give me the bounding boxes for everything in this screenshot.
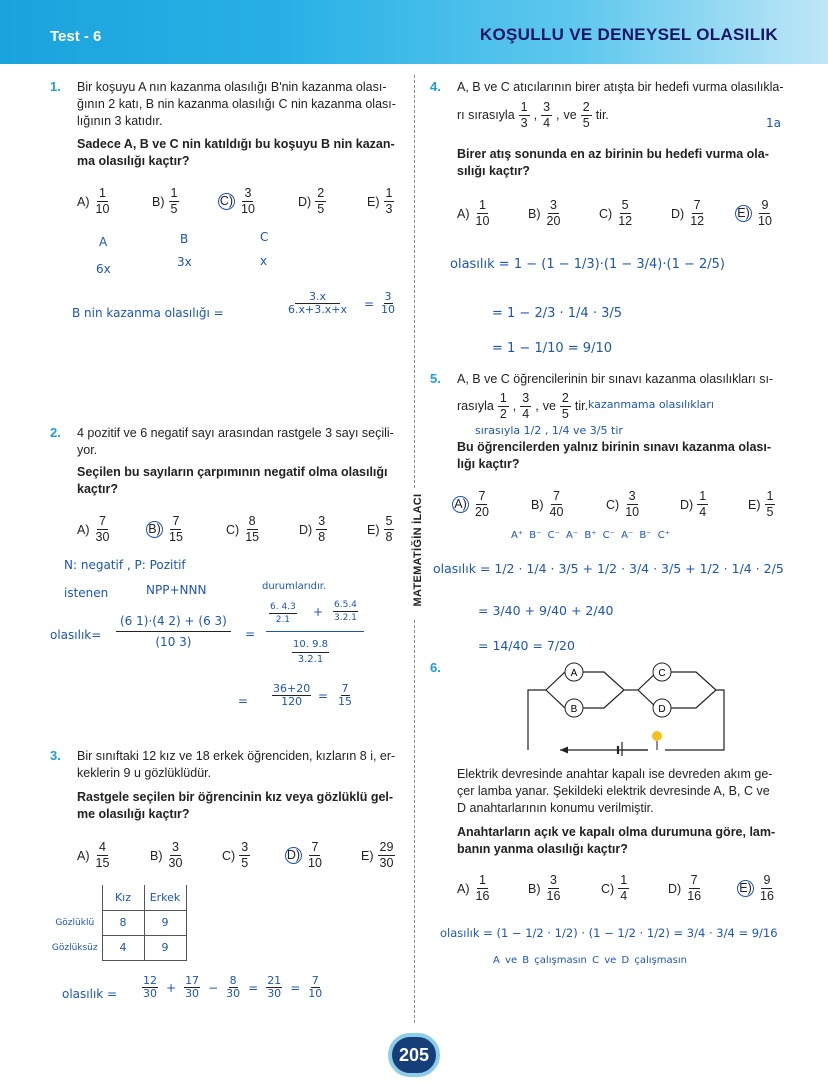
- option-c[interactable]: C) $\frac{5}{12}$: [599, 198, 633, 228]
- hw-q3-label: olasılık =: [62, 987, 118, 1001]
- hw-q5-note2: sırasıyla 1/2 , 1/4 ve 3/5 tir: [475, 424, 623, 437]
- question-prompt: Birer atış sonunda en az birinin bu hedefi vurma ola- sılığı kaçtır?: [457, 147, 769, 178]
- option-e[interactable]: E) $\frac{5}{8}$: [367, 514, 393, 544]
- hw-q2-plus: +: [313, 605, 324, 619]
- option-a[interactable]: A) $\frac{1}{16}$: [457, 873, 490, 903]
- svg-text:B: B: [570, 704, 578, 715]
- option-d[interactable]: D) $\frac{1}{4}$: [680, 489, 707, 519]
- hw-b-val: 3x: [177, 255, 192, 269]
- option-e-selected[interactable]: E) $\frac{9}{16}$: [737, 873, 776, 904]
- question-2: [50, 425, 410, 505]
- option-d[interactable]: D) $\frac{2}{5}$: [298, 186, 325, 216]
- hw-q2-calc2: $\frac{6.5.4}{3.2.1}$: [334, 600, 357, 623]
- hw-q2-legend: N: negatif , P: Pozitif: [64, 558, 186, 572]
- question-text: Bir sınıftaki 12 kız ve 18 erkek öğrenciden, kızların 8 i, er- keklerin 9 u gözlüklüdür.: [77, 749, 396, 780]
- option-a[interactable]: A) $\frac{1}{10}$: [77, 186, 110, 216]
- hw-q5-signs: A⁺ B⁻ C⁻ A⁻ B⁺ C⁻ A⁻ B⁻ C⁺: [511, 530, 670, 541]
- option-b[interactable]: B) $\frac{3}{20}$: [528, 198, 561, 228]
- option-a-selected[interactable]: A) $\frac{7}{20}$: [452, 489, 491, 520]
- hw-q5-line2: = 3/40 + 9/40 + 2/40: [478, 603, 614, 618]
- hw-q2-sum: $\frac{36+20}{120}$: [273, 682, 311, 708]
- hw-q1-eq: =: [364, 297, 375, 311]
- hw-q4-line1: olasılık = 1 − (1 − 1/3)·(1 − 3/4)·(1 − 2/5): [450, 257, 725, 272]
- section-title: KOŞULLU VE DENEYSEL OLASILIK: [479, 25, 778, 44]
- hw-b: B: [180, 232, 189, 246]
- hw-q2-result: $\frac{7}{15}$: [338, 682, 352, 708]
- brand-vertical: MATEMATİĞİN İLACI: [406, 488, 424, 618]
- question-prompt: Sadece A, B ve C nin katıldığı bu koşuyu B nin kazan- ma olasılığı kaçtır?: [77, 137, 395, 168]
- option-b[interactable]: B) $\frac{3}{30}$: [150, 840, 183, 870]
- switch-d: [653, 699, 671, 717]
- option-a[interactable]: A) $\frac{1}{10}$: [457, 198, 490, 228]
- question-prompt: Rastgele seçilen bir öğrencinin kız veya gözlüklü gel- me olasılığı kaçtır?: [77, 790, 394, 821]
- hw-a-val: 6x: [96, 262, 111, 276]
- question-number: 2.: [50, 425, 61, 440]
- question-text: 4 pozitif ve 6 negatif sayı arasından rastgele 3 sayı seçili- yor.: [77, 426, 394, 457]
- question-prompt: Anahtarların açık ve kapalı olma durumuna göre, lam- banın yanma olasılığı kaçtır?: [457, 825, 776, 856]
- question-3: [50, 748, 410, 828]
- option-b-selected[interactable]: B) $\frac{7}{15}$: [146, 514, 185, 545]
- option-d[interactable]: D) $\frac{7}{12}$: [671, 198, 705, 228]
- option-c[interactable]: C) $\frac{3}{5}$: [222, 840, 249, 870]
- page-number: 205: [388, 1033, 440, 1077]
- hw-q2-eq3: =: [318, 689, 329, 703]
- option-c[interactable]: C) $\frac{3}{10}$: [606, 489, 640, 519]
- question-text: A, B ve C öğrencilerinin bir sınavı kazanma olasılıkları sı- rasıyla $\frac{1}{2}$ , $\frac{3}{4}$ , ve $\frac{2}{5}$ tir.: [457, 372, 774, 421]
- hw-q2-cases: NPP+NNN: [146, 583, 207, 597]
- question-number: 3.: [50, 748, 61, 763]
- switch-a: [565, 663, 583, 681]
- hw-q5-line3: = 14/40 = 7/20: [478, 638, 575, 653]
- option-d[interactable]: D) $\frac{3}{8}$: [299, 514, 326, 544]
- hw-q2-eq2: =: [238, 694, 249, 708]
- option-b[interactable]: B) $\frac{3}{16}$: [528, 873, 561, 903]
- hw-q4-note: 1a: [766, 116, 781, 130]
- option-e-selected[interactable]: E) $\frac{9}{10}$: [735, 198, 774, 229]
- question-text: Bir koşuyu A nın kazanma olasılığı B'nin kazanma olası- ğının 2 katı, B nin kazanma olasılığı C nin kazanma olası- lığının 3 katıdır.: [77, 80, 396, 128]
- lamp-icon: [652, 731, 662, 741]
- option-e[interactable]: E) $\frac{29}{30}$: [361, 840, 394, 870]
- circuit-diagram: [520, 656, 730, 756]
- hw-q1-result: $\frac{3}{10}$: [381, 290, 395, 316]
- hw-q2-cases-note: durumlarıdır.: [262, 581, 327, 592]
- hw-q2-eq1: =: [245, 627, 256, 641]
- option-c[interactable]: C) $\frac{1}{4}$: [601, 873, 628, 903]
- question-text: Elektrik devresinde anahtar kapalı ise devreden akım ge- çer lamba yanar. Şekildeki elektrik devresinde A, B, C ve D anahtarlarının konumu verilmiştir.: [457, 767, 773, 815]
- question-prompt: Seçilen bu sayıların çarpımının negatif olma olasılığı kaçtır?: [77, 465, 388, 496]
- hw-q4-line3: = 1 − 1/10 = 9/10: [492, 341, 612, 356]
- option-b[interactable]: B) $\frac{7}{40}$: [531, 489, 564, 519]
- svg-text:D: D: [658, 704, 666, 715]
- hw-q2-calc1: $\frac{6. 4.3}{2.1}$: [270, 602, 296, 625]
- hw-a: A: [99, 235, 108, 249]
- option-d-selected[interactable]: D) $\frac{7}{10}$: [286, 840, 322, 870]
- hw-q4-line2: = 1 − 2/3 · 1/4 · 3/5: [492, 306, 623, 321]
- switch-c: [653, 663, 671, 681]
- option-e[interactable]: E) $\frac{1}{3}$: [367, 186, 393, 216]
- hw-q2-expr: $\frac{(6 1)\cdot(4 2) + (6 3)}{(10 3)}$: [116, 611, 231, 652]
- hw-q3-line: 12 30 + $\frac{17}{30}$ − $\frac{8}{30}$ = $\frac{21}{30}$ = $\frac{7}{10}$: [143, 974, 323, 1000]
- test-label: Test - 6: [50, 28, 102, 45]
- hw-q5-line1: olasılık = 1/2 · 1/4 · 3/5 + 1/2 · 3/4 · 3/5 + 1/2 · 1/4 · 2/5: [433, 561, 784, 576]
- question-6-number: 6.: [430, 660, 441, 675]
- question-text: A, B ve C atıcılarının birer atışta bir hedefi vurma olasılıkla- rı sırasıyla $\frac{1}{3}$ , $\frac{3}{4}$ , ve $\frac{2}{5}$ tir.: [457, 80, 784, 130]
- hw-q2-total: $\frac{10. 9.8}{3.2.1}$: [293, 639, 328, 665]
- hw-q3-table: Kız Erkek Gözlüklü 8 9 Gözlüksüz 4 9: [48, 885, 187, 961]
- switch-b: [565, 699, 583, 717]
- hw-q2-bar: [266, 631, 364, 632]
- hw-q1-fraction: $\frac{3.x}{6.x+3.x+x}$: [288, 290, 347, 316]
- option-c[interactable]: C) $\frac{8}{15}$: [226, 514, 260, 544]
- hw-q6-line1: olasılık = (1 − 1/2 · 1/2) · (1 − 1/2 · 1/2) = 3/4 · 3/4 = 9/16: [440, 926, 778, 940]
- question-number: 4.: [430, 79, 441, 94]
- hw-q2-label: olasılık=: [50, 628, 102, 642]
- question-number: 5.: [430, 371, 441, 386]
- hw-q6-note: A ve B çalışmasın C ve D çalışmasın: [493, 955, 687, 966]
- option-b[interactable]: B) $\frac{1}{5}$: [152, 186, 178, 216]
- hw-q5-note1: kazanmama olasılıkları: [588, 398, 714, 411]
- question-prompt: Bu öğrencilerden yalnız birinin sınavı kazanma olası- lığı kaçtır?: [457, 440, 771, 471]
- option-a[interactable]: A) $\frac{4}{15}$: [77, 840, 110, 870]
- hw-q1-label: B nin kazanma olasılığı =: [72, 306, 224, 320]
- option-a[interactable]: A) $\frac{7}{30}$: [77, 514, 110, 544]
- option-e[interactable]: E) $\frac{1}{5}$: [748, 489, 774, 519]
- option-d[interactable]: D) $\frac{7}{16}$: [668, 873, 702, 903]
- option-c-selected[interactable]: C) $\frac{3}{10}$: [219, 186, 255, 216]
- question-6: [457, 766, 797, 866]
- hw-q2-wanted: istenen: [64, 586, 109, 600]
- question-number: 1.: [50, 79, 61, 94]
- svg-text:C: C: [658, 668, 666, 679]
- svg-text:A: A: [570, 668, 578, 679]
- hw-c-val: x: [260, 254, 268, 268]
- page-header: [0, 0, 828, 64]
- hw-c: C: [260, 230, 269, 244]
- question-4: [430, 79, 800, 189]
